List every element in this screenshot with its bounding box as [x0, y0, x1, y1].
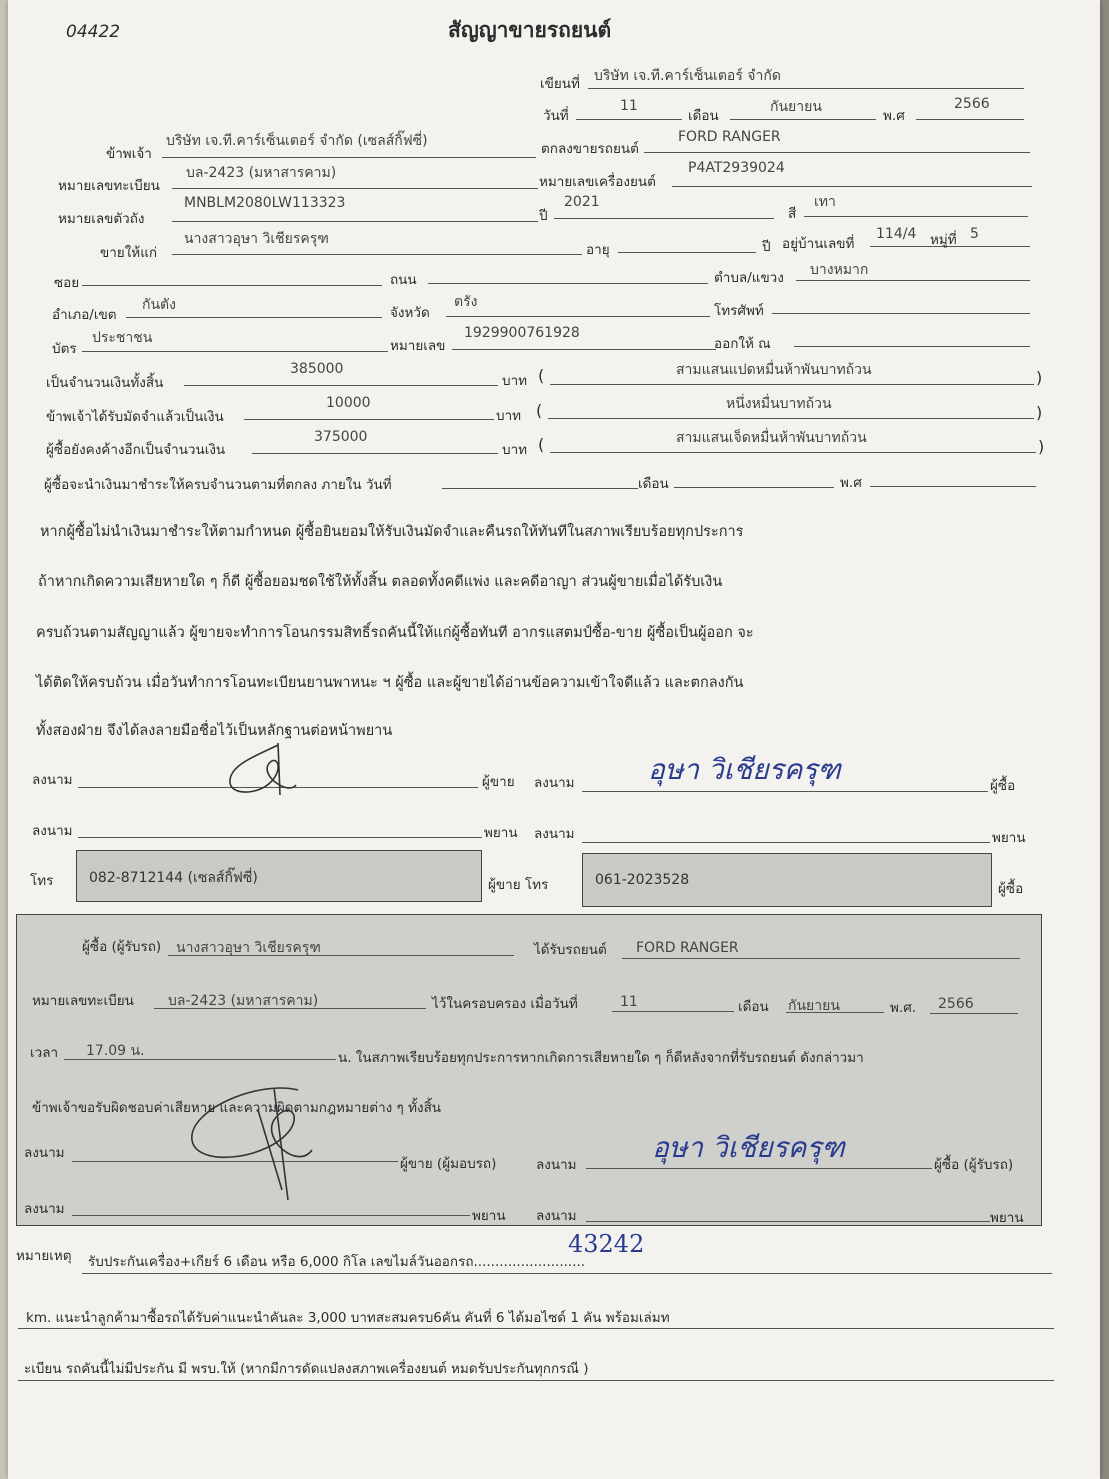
possession-day-line: [612, 1011, 734, 1012]
pay-day-line: [442, 488, 638, 489]
possession-label: ไว้ในครอบครอง เมื่อวันที่: [432, 996, 578, 1012]
year-line: [916, 119, 1024, 120]
soi-line: [82, 285, 382, 286]
receipt-reg-label: หมายเลขทะเบียน: [32, 993, 134, 1009]
receipt-buyer-caption: ผู้ซื้อ (ผู้รับรถ): [934, 1157, 1014, 1173]
sign-label: ลงนาม: [536, 1157, 577, 1173]
district-label: อำเภอ/เขต: [52, 307, 117, 323]
sign-label: ลงนาม: [534, 826, 575, 842]
agree-line: [644, 152, 1030, 153]
engine-value: P4AT2939024: [688, 160, 785, 176]
sign-label: ลงนาม: [24, 1145, 65, 1161]
moo-label: หมู่ที่: [930, 232, 957, 248]
phone-label: โทร: [30, 873, 54, 889]
open-paren: (: [536, 401, 543, 420]
deposit-words-value: หนึ่งหมื่นบาทถ้วน: [726, 396, 832, 412]
province-value: ตรัง: [454, 294, 478, 310]
seller-phone-box: [76, 850, 482, 902]
month-line: [730, 119, 876, 120]
card-no-label: หมายเลข: [390, 338, 446, 354]
year-label: พ.ศ: [883, 108, 905, 124]
total-words-value: สามแสนแปดหมื่นห้าพันบาทถ้วน: [676, 362, 872, 378]
vehicle-year-line: [554, 218, 774, 219]
card-line: [82, 351, 388, 352]
seller-value: บริษัท เจ.ที.คาร์เซ็นเตอร์ จำกัด (เซลส์กิ๊ฟซี่): [166, 133, 428, 149]
remain-baht-label: บาท: [502, 442, 528, 458]
day-line: [576, 119, 682, 120]
open-paren: (: [538, 366, 545, 385]
seller-line: [162, 157, 536, 158]
chassis-value: MNBLM2080LW113323: [184, 195, 346, 211]
remarks-line-1-rule: [82, 1273, 1052, 1274]
terms-line-2: ถ้าหากเกิดความเสียหายใด ๆ ก็ดี ผู้ซื้อยอมชดใช้ให้ทั้งสิ้น ตลอดทั้งคดีแพ่ง และคดีอาญา ส่วนผู้ขายเมื่อได้รับเงิน: [38, 574, 723, 590]
receipt-witness2-caption: พยาน: [990, 1210, 1024, 1226]
color-value: เทา: [814, 194, 836, 210]
total-value: 385000: [290, 361, 344, 377]
deposit-line: [244, 419, 494, 420]
card-no-value: 1929900761928: [464, 325, 580, 341]
receipt-clause-2: ข้าพเจ้าขอรับผิดชอบค่าเสียหาย และความผิดตามกฎหมายต่าง ๆ ทั้งสิ้น: [32, 1100, 442, 1116]
deposit-value: 10000: [326, 395, 371, 411]
seller-phone-label: ผู้ขาย โทร: [488, 877, 549, 893]
close-paren: ): [1036, 368, 1043, 387]
card-type-value: ประชาชน: [92, 330, 153, 346]
written-at-line: [588, 88, 1024, 89]
witness2-caption: พยาน: [992, 830, 1026, 846]
color-label: สี: [788, 206, 797, 222]
terms-line-1: หากผู้ซื้อไม่นำเงินมาชำระให้ตามกำหนด ผู้ซื้อยินยอมให้รับเงินมัดจำและคืนรถให้ทันทีในสภาพเรียบร้อยทุกประการ: [40, 524, 744, 540]
phone-label: โทรศัพท์: [714, 303, 764, 319]
terms-line-4: ได้ติดให้ครบถ้วน เมื่อวันทำการโอนทะเบียนยานพาหนะ ฯ ผู้ซื้อ และผู้ขายได้อ่านข้อความเข้าใจดีแล้ว และตกลงกัน: [36, 675, 744, 691]
receipt-clause-1: น. ในสภาพเรียบร้อยทุกประการหากเกิดการเสียหายใด ๆ ก็ดีหลังจากที่รับรถยนต์ ดังกล่าวมา: [338, 1050, 864, 1066]
years-label: ปี: [762, 239, 771, 255]
receipt-seller-caption: ผู้ขาย (ผู้มอบรถ): [400, 1156, 497, 1172]
reg-line: [172, 188, 538, 189]
province-line: [446, 316, 710, 317]
mileage-value: 43242: [568, 1230, 645, 1258]
pay-month-line: [674, 487, 834, 488]
receipt-witness1-line: [72, 1215, 470, 1216]
buyer-signature: อุษา วิเชียรครุฑ: [648, 753, 841, 786]
seller-phone-value: 082-8712144 (เซลส์กิ๊ฟซี่): [89, 870, 258, 886]
receipt-buyer-signature: อุษา วิเชียรครุฑ: [652, 1131, 845, 1164]
contract-page: [8, 0, 1100, 1479]
chassis-line: [172, 221, 538, 222]
card-label: บัตร: [52, 341, 77, 357]
remarks-line-2-rule: [18, 1328, 1054, 1329]
pay-label: ผู้ซื้อจะนำเงินมาชำระให้ครบจำนวนตามที่ตกลง ภายใน วันที่: [44, 477, 392, 493]
remarks-label: หมายเหตุ: [16, 1248, 72, 1264]
pay-month-label: เดือน: [638, 476, 669, 492]
total-baht-label: บาท: [502, 373, 528, 389]
remarks-line-2: km. แนะนำลูกค้ามาซื้อรถได้รับค่าแนะนำคันละ 3,000 บาทสะสมครบ6คัน คันที่ 6 ได้มอไซด์ 1 คัน พร้อมเล่มท: [26, 1310, 670, 1326]
road-line: [428, 283, 708, 284]
year-value: 2566: [954, 96, 990, 112]
road-label: ถนน: [390, 272, 417, 288]
province-label: จังหวัด: [390, 305, 430, 321]
sign-label: ลงนาม: [32, 823, 73, 839]
witness1-caption: พยาน: [484, 825, 518, 841]
pay-year-line: [870, 486, 1036, 487]
chassis-label: หมายเลขตัวถัง: [58, 211, 145, 227]
buyer-name-value: นางสาวอุษา วิเชียรครุฑ: [184, 231, 329, 247]
engine-line: [672, 186, 1032, 187]
terms-line-3: ครบถ้วนตามสัญญาแล้ว ผู้ขายจะทำการโอนกรรมสิทธิ์รถคันนี้ให้แก่ผู้ซื้อทันที อากรแสตมป์ซื้อ-ขาย ผู้ซื้อเป็นผู้ออก จะ: [36, 625, 754, 641]
time-value: 17.09 น.: [86, 1043, 145, 1059]
remarks-line-3: ะเบียน รถคันนี้ไม่มีประกัน มี พรบ.ให้ (หากมีการดัดแปลงสภาพเครื่องยนต์ หมดรับประกันทุกกรณี ): [24, 1361, 589, 1377]
issued-label: ออกให้ ณ: [714, 336, 771, 352]
buyer-phone-caption: ผู้ซื้อ: [998, 881, 1024, 897]
deposit-label: ข้าพเจ้าได้รับมัดจำแล้วเป็นเงิน: [46, 409, 224, 425]
seller-signature: [218, 735, 308, 805]
age-line: [618, 252, 756, 253]
open-paren: (: [538, 435, 545, 454]
seller-label: ข้าพเจ้า: [106, 146, 152, 162]
seller-sign-caption: ผู้ขาย: [482, 774, 515, 790]
sign-label: ลงนาม: [32, 772, 73, 788]
received-car-value: FORD RANGER: [636, 940, 739, 956]
car-value: FORD RANGER: [678, 129, 781, 145]
day-value: 11: [620, 98, 638, 114]
buyer-sign-caption: ผู้ซื้อ: [990, 778, 1016, 794]
witness2-line: [582, 842, 990, 843]
close-paren: ): [1036, 403, 1043, 422]
remain-label: ผู้ซื้อยังคงค้างอีกเป็นจำนวนเงิน: [46, 442, 226, 458]
written-at-value: บริษัท เจ.ที.คาร์เซ็นเตอร์ จำกัด: [594, 68, 781, 84]
remain-words-value: สามแสนเจ็ดหมื่นห้าพันบาทถ้วน: [676, 430, 867, 446]
deposit-words-line: [548, 418, 1034, 419]
page-title: สัญญาขายรถยนต์: [448, 18, 612, 42]
receipt-buyer-value: นางสาวอุษา วิเชียรครุฑ: [176, 940, 321, 956]
sign-label: ลงนาม: [536, 1208, 577, 1224]
sign-label: ลงนาม: [534, 775, 575, 791]
possession-month-label: เดือน: [738, 999, 769, 1015]
received-label: ได้รับรถยนต์: [534, 942, 607, 958]
sell-to-label: ขายให้แก่: [100, 245, 158, 261]
possession-year-label: พ.ศ.: [890, 1000, 917, 1016]
total-line: [184, 385, 498, 386]
moo-value: 5: [970, 226, 979, 242]
color-line: [804, 216, 1028, 217]
possession-day-value: 11: [620, 994, 638, 1010]
receipt-buyer-label: ผู้ซื้อ (ผู้รับรถ): [82, 939, 162, 955]
possession-month-value: กันยายน: [788, 998, 840, 1014]
sell-to-line: [172, 254, 582, 255]
time-label: เวลา: [30, 1045, 59, 1061]
possession-year-line: [930, 1013, 1018, 1014]
remain-value: 375000: [314, 429, 368, 445]
vehicle-year-label: ปี: [539, 208, 548, 224]
witness1-line: [78, 837, 482, 838]
reg-value: บล-2423 (มหาสารคาม): [186, 165, 337, 181]
vehicle-year-value: 2021: [564, 194, 600, 210]
phone-line: [772, 313, 1030, 314]
month-label: เดือน: [688, 108, 719, 124]
sign-label: ลงนาม: [24, 1201, 65, 1217]
house-label: อยู่บ้านเลขที่: [782, 236, 855, 252]
remarks-line-1: รับประกันเครื่อง+เกียร์ 6 เดือน หรือ 6,000 กิโล เลขไมล์วันออกรถ..........................: [88, 1254, 586, 1270]
total-words-line: [550, 384, 1034, 385]
buyer-phone-box: [582, 853, 992, 907]
received-line: [622, 958, 1020, 959]
agree-label: ตกลงขายรถยนต์: [541, 141, 639, 157]
receipt-seller-signature: [178, 1080, 328, 1210]
receipt-witness1-caption: พยาน: [472, 1208, 506, 1224]
remain-line: [252, 453, 498, 454]
pay-year-label: พ.ศ: [840, 475, 862, 491]
receipt-witness2-line: [586, 1221, 990, 1222]
remain-words-line: [550, 452, 1036, 453]
month-value: กันยายน: [770, 99, 822, 115]
written-at-label: เขียนที่: [540, 76, 580, 92]
receipt-section: [16, 914, 1042, 1226]
soi-label: ซอย: [54, 275, 80, 291]
reg-label: หมายเลขทะเบียน: [58, 178, 160, 194]
subdistrict-label: ตำบล/แขวง: [714, 270, 784, 286]
day-label: วันที่: [543, 108, 569, 124]
remarks-line-3-rule: [18, 1380, 1054, 1381]
terms-line-5: ทั้งสองฝ่าย จึงได้ลงลายมือชื่อไว้เป็นหลักฐานต่อหน้าพยาน: [36, 723, 393, 739]
receipt-reg-value: บล-2423 (มหาสารคาม): [168, 993, 319, 1009]
deposit-baht-label: บาท: [496, 408, 522, 424]
house-value: 114/4: [876, 226, 917, 242]
engine-label: หมายเลขเครื่องยนต์: [539, 174, 656, 190]
possession-year-value: 2566: [938, 996, 974, 1012]
issued-line: [794, 346, 1030, 347]
document-number: 04422: [66, 22, 121, 42]
total-label: เป็นจำนวนเงินทั้งสิ้น: [46, 375, 164, 391]
age-label: อายุ: [586, 242, 610, 258]
close-paren: ): [1038, 437, 1045, 456]
district-value: กันตัง: [142, 297, 176, 313]
card-no-line: [452, 349, 716, 350]
buyer-phone-value: 061-2023528: [595, 872, 690, 888]
subdistrict-value: บางหมาก: [810, 262, 869, 278]
district-line: [126, 317, 382, 318]
